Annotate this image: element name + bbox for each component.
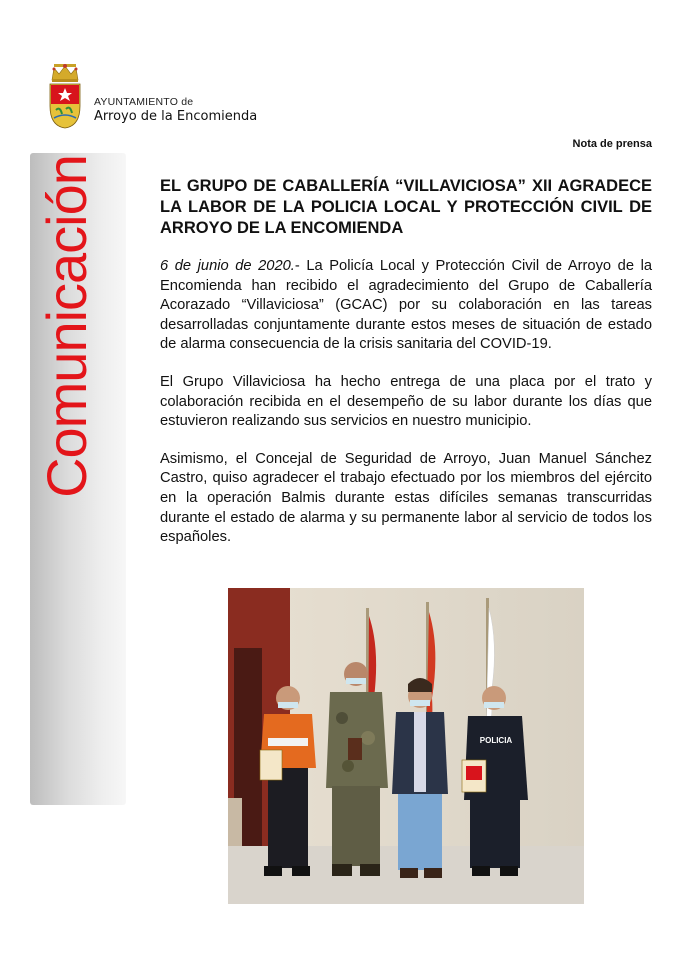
org-line-2: Arroyo de la Encomienda (94, 109, 258, 124)
org-line-1: AYUNTAMIENTO de (94, 96, 194, 108)
paragraph-1 (160, 257, 652, 355)
police-vest-text: POLICIA (479, 736, 513, 745)
paragraph-1-text: - La Policía Local y Protección Civil de Arroyo de la Encomienda han recibido el agradecimiento del Grupo de Caballería Acorazado “Villaviciosa” (GCAC) por su colaboración en las tareas desarrolladas conjuntamente durante estos meses de situación de estado de alarma consecuencia de la crisis sanitaria del COVID-19. (160, 258, 652, 353)
paragraph-3: Asimismo, el Concejal de Seguridad de Arroyo, Juan Manuel Sánchez Castro, quiso agradecer el trabajo efectuado por los miembros del ejército en la operación Balmis durante estas difíciles semanas transcurridas durante el estado de alarma y su permanente labor al servicio de todos los españoles. (160, 450, 652, 546)
communication-band-label: Comunicación (34, 154, 98, 498)
article (160, 176, 652, 566)
paragraph-2: El Grupo Villaviciosa ha hecho entrega de una placa por el trato y colaboración recibida en el desempeño de su labor durante los días que estuvieron realizando sus servicios en nuestro municipio. (160, 373, 652, 430)
press-note-label: Nota de prensa (572, 138, 652, 150)
headline: EL GRUPO DE CABALLERÍA “VILLAVICIOSA” XII AGRADECE LA LABOR DE LA POLICIA LOCAL Y PROTECCIÓN CIVIL DE ARROYO DE LA ENCOMIENDA (160, 177, 652, 237)
group-photo (228, 588, 584, 904)
communication-band-label-wrap (18, 0, 114, 652)
article-date: 6 de junio de 2020. (160, 258, 295, 274)
organization-name (94, 96, 257, 124)
